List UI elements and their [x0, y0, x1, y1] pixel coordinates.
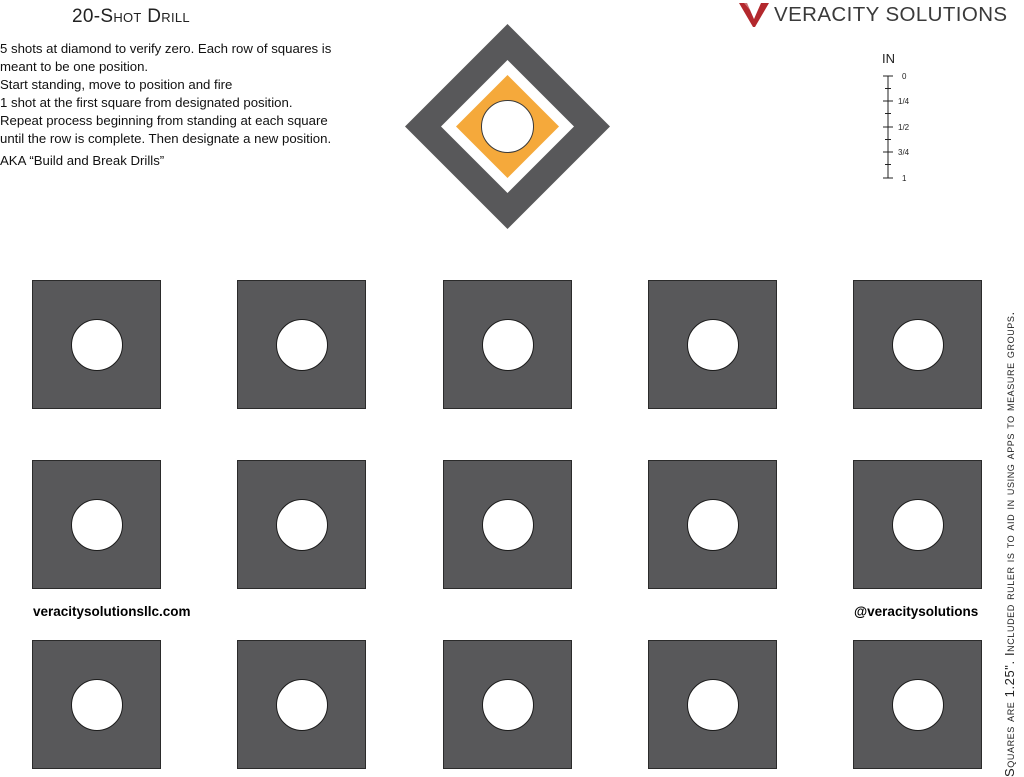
instruction-line: Repeat process beginning from standing at each square: [0, 113, 328, 128]
target-hole: [71, 319, 123, 371]
square-target: [443, 280, 572, 409]
target-hole: [687, 499, 739, 551]
square-target: [853, 460, 982, 589]
measurement-ruler: [876, 52, 936, 184]
instruction-line: until the row is complete. Then designate a new position.: [0, 131, 332, 146]
target-hole: [687, 319, 739, 371]
brand: [738, 1, 1008, 29]
target-hole: [71, 499, 123, 551]
square-target: [443, 640, 572, 769]
instruction-line: meant to be one position.: [0, 59, 149, 74]
square-target: [853, 640, 982, 769]
square-target: [648, 640, 777, 769]
instruction-line: 5 shots at diamond to verify zero. Each row of squares is: [0, 41, 332, 56]
instruction-line: Start standing, move to position and fire: [0, 77, 233, 92]
website-url: veracitysolutionsllc.com: [33, 604, 191, 619]
ruler-tick-label: 0: [902, 72, 907, 81]
brand-name: VERACITY SOLUTIONS: [774, 3, 1008, 26]
square-target: [32, 640, 161, 769]
ruler-tick-label: 1/4: [898, 97, 910, 106]
v-chevron-logo-icon: [738, 2, 770, 28]
target-hole: [482, 319, 534, 371]
target-hole: [276, 679, 328, 731]
instructions: [0, 40, 360, 170]
ruler-unit-label: IN: [882, 51, 895, 66]
instruction-line: AKA “Build and Break Drills”: [0, 153, 165, 168]
square-target: [237, 640, 366, 769]
square-target: [443, 460, 572, 589]
square-target: [237, 280, 366, 409]
square-target: [32, 280, 161, 409]
square-target: [648, 460, 777, 589]
instruction-line: 1 shot at the first square from designated position.: [0, 95, 293, 110]
square-target: [853, 280, 982, 409]
target-hole: [71, 679, 123, 731]
social-handle: @veracitysolutions: [854, 604, 979, 619]
target-hole: [276, 499, 328, 551]
page-title: 20-Shot Drill: [72, 6, 190, 27]
target-hole: [892, 499, 944, 551]
target-hole: [687, 679, 739, 731]
zeroing-diamond-target: [405, 24, 610, 229]
side-note: Squares are 1.25". Included ruler is to aid in using apps to measure groups.: [1002, 311, 1017, 777]
target-hole: [482, 499, 534, 551]
target-hole: [482, 679, 534, 731]
ruler-tick-label: 1: [902, 174, 907, 183]
ruler-tick-label: 1/2: [898, 123, 910, 132]
square-target: [237, 460, 366, 589]
ruler-tick-label: 3/4: [898, 148, 910, 157]
target-hole: [892, 679, 944, 731]
target-hole: [892, 319, 944, 371]
square-target: [648, 280, 777, 409]
target-hole: [276, 319, 328, 371]
square-target: [32, 460, 161, 589]
